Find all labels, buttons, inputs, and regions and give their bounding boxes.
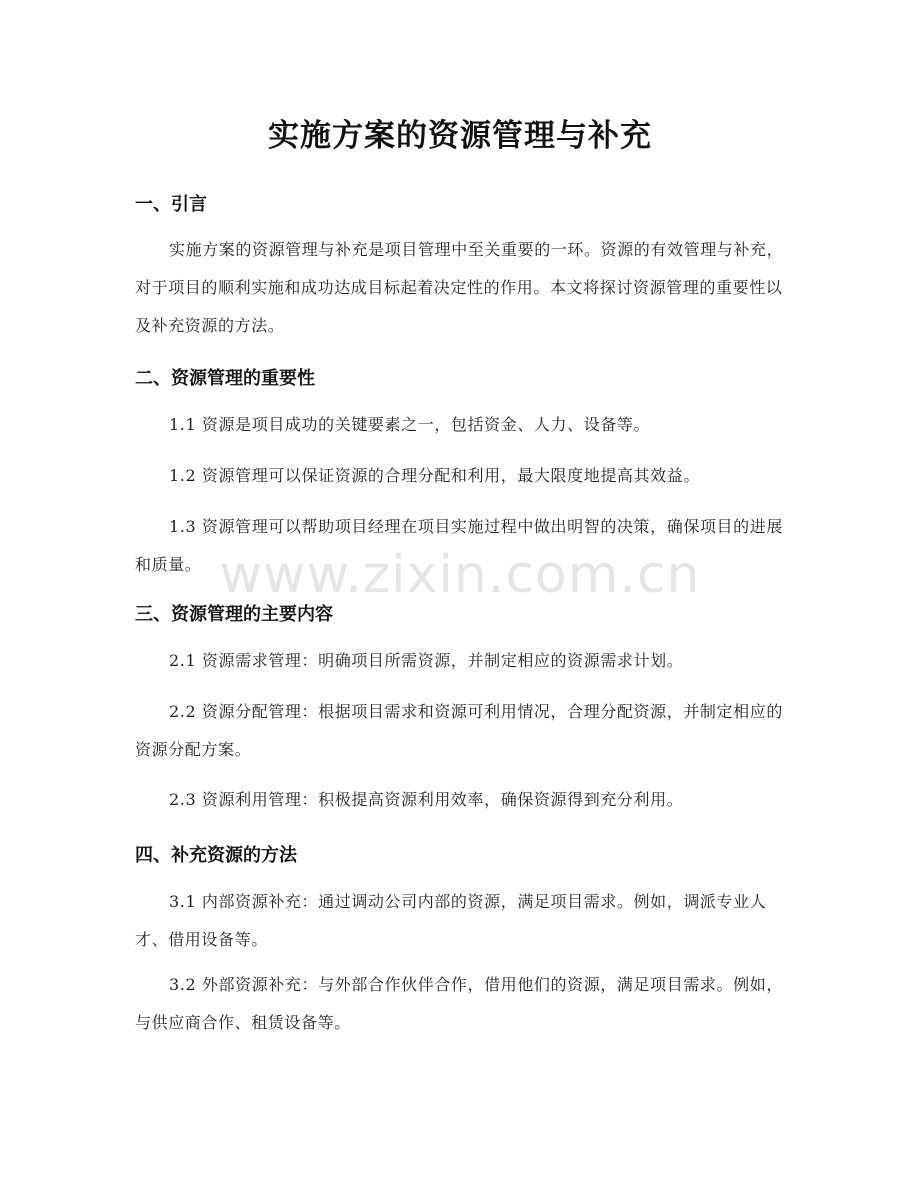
watermark-text: www.zixin.com.cn <box>219 545 701 605</box>
paragraph-2-2: 2.2 资源分配管理：根据项目需求和资源可利用情况，合理分配资源，并制定相应的资源分配方案。 <box>135 702 783 759</box>
section-heading-supplement-methods: 四、补充资源的方法 <box>135 845 297 866</box>
section-heading-introduction: 一、引言 <box>135 194 207 215</box>
paragraph-introduction: 实施方案的资源管理与补充是项目管理中至关重要的一环。资源的有效管理与补充，对于项目的顺利实施和成功达成目标起着决定性的作用。本文将探讨资源管理的重要性以及补充资源的方法。 <box>135 240 784 335</box>
section-heading-importance: 二、资源管理的重要性 <box>135 368 315 389</box>
page-title: 实施方案的资源管理与补充 <box>268 118 652 154</box>
paragraph-3-1: 3.1 内部资源补充：通过调动公司内部的资源，满足项目需求。例如，调派专业人才、借用设备等。 <box>135 892 767 949</box>
paragraph-1-1: 1.1 资源是项目成功的关键要素之一，包括资金、人力、设备等。 <box>169 415 651 434</box>
paragraph-3-2: 3.2 外部资源补充：与外部合作伙伴合作，借用他们的资源，满足项目需求。例如，与供应商合作、租赁设备等。 <box>135 975 783 1032</box>
paragraph-2-3: 2.3 资源利用管理：积极提高资源利用效率，确保资源得到充分利用。 <box>169 790 684 809</box>
section-heading-main-content: 三、资源管理的主要内容 <box>135 604 333 625</box>
paragraph-2-1: 2.1 资源需求管理：明确项目所需资源，并制定相应的资源需求计划。 <box>169 651 684 670</box>
paragraph-1-2: 1.2 资源管理可以保证资源的合理分配和利用，最大限度地提高其效益。 <box>169 466 700 485</box>
paragraph-1-3: 1.3 资源管理可以帮助项目经理在项目实施过程中做出明智的决策，确保项目的进展和质量。 <box>135 517 783 574</box>
